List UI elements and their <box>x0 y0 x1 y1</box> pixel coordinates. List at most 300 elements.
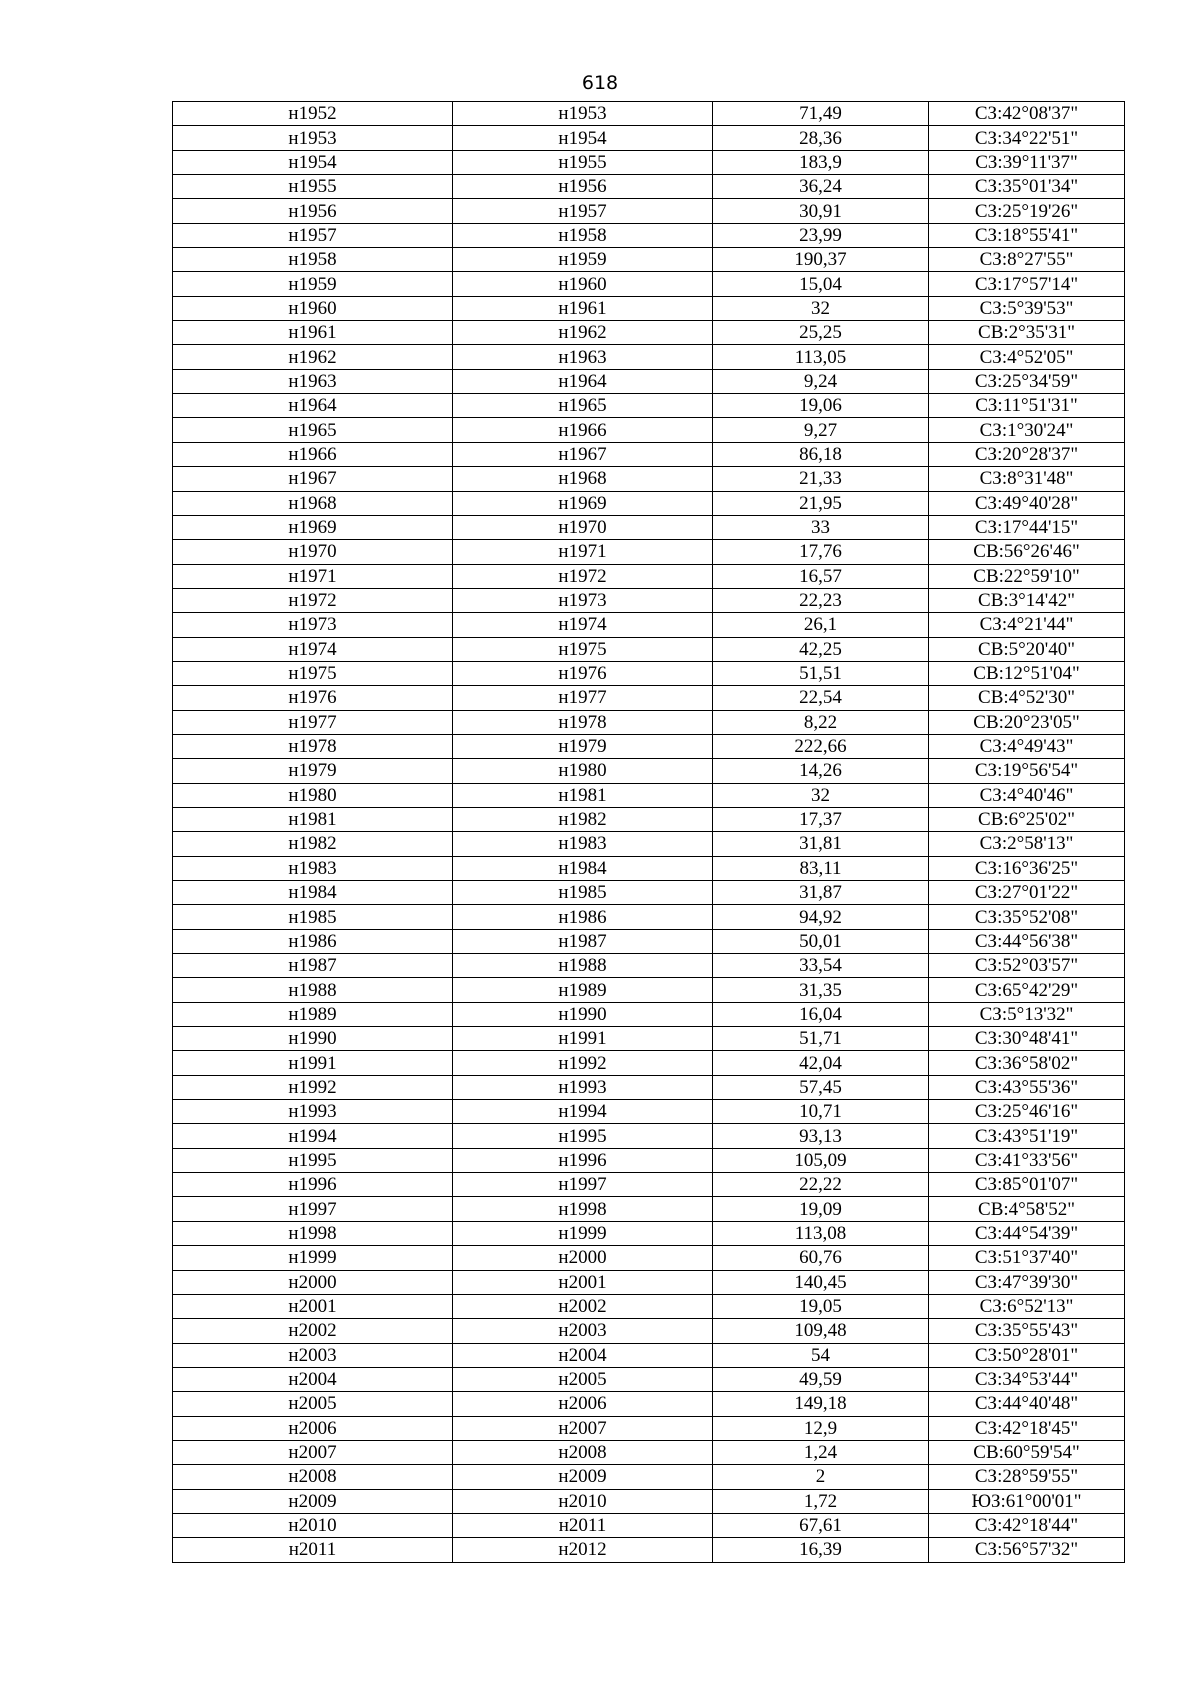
distance-cell: 1,24 <box>713 1440 929 1464</box>
point-from-cell: н2004 <box>173 1367 453 1391</box>
table-row <box>173 1124 1125 1148</box>
bearing-cell: СЗ:30°48'41" <box>929 1027 1125 1051</box>
distance-cell: 31,81 <box>713 832 929 856</box>
table-row <box>173 369 1125 393</box>
distance-cell: 50,01 <box>713 929 929 953</box>
distance-cell: 94,92 <box>713 905 929 929</box>
point-to-cell: н1956 <box>453 175 713 199</box>
point-from-cell: н1977 <box>173 710 453 734</box>
table-row <box>173 1513 1125 1537</box>
point-to-cell: н2009 <box>453 1465 713 1489</box>
point-from-cell: н2003 <box>173 1343 453 1367</box>
table-row <box>173 710 1125 734</box>
table-row <box>173 1294 1125 1318</box>
point-from-cell: н1976 <box>173 686 453 710</box>
point-from-cell: н2000 <box>173 1270 453 1294</box>
table-row <box>173 394 1125 418</box>
table-row <box>173 954 1125 978</box>
bearing-cell: СЗ:25°46'16" <box>929 1100 1125 1124</box>
point-from-cell: н1958 <box>173 248 453 272</box>
distance-cell: 16,39 <box>713 1538 929 1562</box>
point-to-cell: н1993 <box>453 1075 713 1099</box>
point-to-cell: н1961 <box>453 296 713 320</box>
point-from-cell: н1998 <box>173 1221 453 1245</box>
table-row <box>173 1465 1125 1489</box>
distance-cell: 19,05 <box>713 1294 929 1318</box>
distance-cell: 42,04 <box>713 1051 929 1075</box>
point-to-cell: н2006 <box>453 1392 713 1416</box>
table-row <box>173 1075 1125 1099</box>
bearing-cell: СВ:6°25'02" <box>929 807 1125 831</box>
bearing-cell: СЗ:52°03'57" <box>929 954 1125 978</box>
bearing-cell: СЗ:42°08'37" <box>929 102 1125 126</box>
bearing-cell: СЗ:19°56'54" <box>929 759 1125 783</box>
distance-cell: 54 <box>713 1343 929 1367</box>
distance-cell: 31,35 <box>713 978 929 1002</box>
point-from-cell: н1979 <box>173 759 453 783</box>
distance-cell: 12,9 <box>713 1416 929 1440</box>
bearing-cell: СЗ:6°52'13" <box>929 1294 1125 1318</box>
distance-cell: 49,59 <box>713 1367 929 1391</box>
distance-cell: 22,54 <box>713 686 929 710</box>
table-row <box>173 1148 1125 1172</box>
table-row <box>173 248 1125 272</box>
table-row <box>173 929 1125 953</box>
bearing-cell: СЗ:4°49'43" <box>929 734 1125 758</box>
distance-cell: 9,27 <box>713 418 929 442</box>
point-to-cell: н1994 <box>453 1100 713 1124</box>
point-from-cell: н1968 <box>173 491 453 515</box>
table-row <box>173 515 1125 539</box>
point-to-cell: н1965 <box>453 394 713 418</box>
point-to-cell: н2000 <box>453 1246 713 1270</box>
table-row <box>173 759 1125 783</box>
point-from-cell: н2006 <box>173 1416 453 1440</box>
distance-cell: 51,51 <box>713 661 929 685</box>
point-from-cell: н1990 <box>173 1027 453 1051</box>
distance-cell: 25,25 <box>713 321 929 345</box>
table-row <box>173 1367 1125 1391</box>
bearing-cell: СЗ:44°40'48" <box>929 1392 1125 1416</box>
distance-cell: 113,05 <box>713 345 929 369</box>
point-from-cell: н1973 <box>173 613 453 637</box>
distance-cell: 16,57 <box>713 564 929 588</box>
point-from-cell: н1962 <box>173 345 453 369</box>
distance-cell: 10,71 <box>713 1100 929 1124</box>
point-from-cell: н1971 <box>173 564 453 588</box>
table-row <box>173 832 1125 856</box>
distance-cell: 17,76 <box>713 540 929 564</box>
table-row <box>173 467 1125 491</box>
point-to-cell: н1983 <box>453 832 713 856</box>
table-row <box>173 1416 1125 1440</box>
point-from-cell: н1994 <box>173 1124 453 1148</box>
bearing-cell: СЗ:16°36'25" <box>929 856 1125 880</box>
bearing-cell: СЗ:27°01'22" <box>929 881 1125 905</box>
point-from-cell: н1955 <box>173 175 453 199</box>
table-row <box>173 223 1125 247</box>
point-to-cell: н2005 <box>453 1367 713 1391</box>
table-row <box>173 1173 1125 1197</box>
point-to-cell: н1989 <box>453 978 713 1002</box>
point-from-cell: н1970 <box>173 540 453 564</box>
bearing-cell: СЗ:43°55'36" <box>929 1075 1125 1099</box>
point-to-cell: н1977 <box>453 686 713 710</box>
point-to-cell: н1984 <box>453 856 713 880</box>
table-row <box>173 1319 1125 1343</box>
point-to-cell: н1980 <box>453 759 713 783</box>
bearing-cell: СВ:22°59'10" <box>929 564 1125 588</box>
point-from-cell: н2005 <box>173 1392 453 1416</box>
point-from-cell: н1984 <box>173 881 453 905</box>
point-from-cell: н1999 <box>173 1246 453 1270</box>
bearing-cell: СЗ:25°19'26" <box>929 199 1125 223</box>
table-row <box>173 1489 1125 1513</box>
distance-cell: 17,37 <box>713 807 929 831</box>
bearing-cell: СЗ:1°30'24" <box>929 418 1125 442</box>
point-to-cell: н1962 <box>453 321 713 345</box>
table-row <box>173 321 1125 345</box>
point-from-cell: н1980 <box>173 783 453 807</box>
bearing-cell: СВ:12°51'04" <box>929 661 1125 685</box>
point-to-cell: н1998 <box>453 1197 713 1221</box>
distance-cell: 23,99 <box>713 223 929 247</box>
distance-cell: 15,04 <box>713 272 929 296</box>
point-to-cell: н1985 <box>453 881 713 905</box>
table-row <box>173 102 1125 126</box>
table-row <box>173 1343 1125 1367</box>
table-row <box>173 296 1125 320</box>
point-to-cell: н1968 <box>453 467 713 491</box>
point-to-cell: н2010 <box>453 1489 713 1513</box>
point-from-cell: н1956 <box>173 199 453 223</box>
point-from-cell: н1965 <box>173 418 453 442</box>
point-from-cell: н2008 <box>173 1465 453 1489</box>
bearing-cell: СВ:56°26'46" <box>929 540 1125 564</box>
table-row <box>173 564 1125 588</box>
point-from-cell: н2010 <box>173 1513 453 1537</box>
point-from-cell: н1985 <box>173 905 453 929</box>
bearing-cell: СЗ:44°54'39" <box>929 1221 1125 1245</box>
table-row <box>173 1270 1125 1294</box>
point-to-cell: н1964 <box>453 369 713 393</box>
point-to-cell: н1966 <box>453 418 713 442</box>
table-row <box>173 637 1125 661</box>
table-row <box>173 491 1125 515</box>
point-to-cell: н1987 <box>453 929 713 953</box>
distance-cell: 19,09 <box>713 1197 929 1221</box>
point-to-cell: н1970 <box>453 515 713 539</box>
table-row <box>173 588 1125 612</box>
table-row <box>173 1392 1125 1416</box>
bearing-cell: СЗ:42°18'44" <box>929 1513 1125 1537</box>
point-to-cell: н2001 <box>453 1270 713 1294</box>
bearing-cell: СВ:60°59'54" <box>929 1440 1125 1464</box>
distance-cell: 1,72 <box>713 1489 929 1513</box>
table-row <box>173 442 1125 466</box>
bearing-cell: СЗ:34°22'51" <box>929 126 1125 150</box>
point-to-cell: н1991 <box>453 1027 713 1051</box>
bearing-cell: СЗ:11°51'31" <box>929 394 1125 418</box>
point-to-cell: н1954 <box>453 126 713 150</box>
point-to-cell: н1953 <box>453 102 713 126</box>
point-to-cell: н1960 <box>453 272 713 296</box>
point-to-cell: н2003 <box>453 1319 713 1343</box>
table-row <box>173 978 1125 1002</box>
distance-cell: 71,49 <box>713 102 929 126</box>
bearing-cell: СВ:20°23'05" <box>929 710 1125 734</box>
point-from-cell: н2007 <box>173 1440 453 1464</box>
point-from-cell: н1983 <box>173 856 453 880</box>
table-row <box>173 199 1125 223</box>
distance-cell: 32 <box>713 783 929 807</box>
point-to-cell: н1995 <box>453 1124 713 1148</box>
bearing-cell: СЗ:17°44'15" <box>929 515 1125 539</box>
bearing-cell: СЗ:65°42'29" <box>929 978 1125 1002</box>
point-to-cell: н1972 <box>453 564 713 588</box>
table-row <box>173 881 1125 905</box>
bearing-cell: СЗ:25°34'59" <box>929 369 1125 393</box>
bearing-cell: СЗ:51°37'40" <box>929 1246 1125 1270</box>
distance-cell: 31,87 <box>713 881 929 905</box>
bearing-cell: СЗ:41°33'56" <box>929 1148 1125 1172</box>
point-from-cell: н1957 <box>173 223 453 247</box>
table-row <box>173 1440 1125 1464</box>
point-to-cell: н1967 <box>453 442 713 466</box>
point-to-cell: н1963 <box>453 345 713 369</box>
distance-cell: 28,36 <box>713 126 929 150</box>
point-to-cell: н1957 <box>453 199 713 223</box>
distance-cell: 190,37 <box>713 248 929 272</box>
point-from-cell: н1988 <box>173 978 453 1002</box>
table-row <box>173 1221 1125 1245</box>
table-row <box>173 540 1125 564</box>
bearing-cell: СВ:4°52'30" <box>929 686 1125 710</box>
point-from-cell: н2001 <box>173 1294 453 1318</box>
bearing-cell: СЗ:4°40'46" <box>929 783 1125 807</box>
distance-cell: 83,11 <box>713 856 929 880</box>
bearing-cell: СЗ:35°01'34" <box>929 175 1125 199</box>
distance-cell: 140,45 <box>713 1270 929 1294</box>
distance-cell: 222,66 <box>713 734 929 758</box>
bearing-cell: СВ:3°14'42" <box>929 588 1125 612</box>
point-from-cell: н1997 <box>173 1197 453 1221</box>
point-to-cell: н1986 <box>453 905 713 929</box>
distance-cell: 33,54 <box>713 954 929 978</box>
table-row <box>173 856 1125 880</box>
distance-cell: 149,18 <box>713 1392 929 1416</box>
point-from-cell: н1964 <box>173 394 453 418</box>
bearing-cell: СЗ:36°58'02" <box>929 1051 1125 1075</box>
bearing-cell: СЗ:18°55'41" <box>929 223 1125 247</box>
point-from-cell: н1982 <box>173 832 453 856</box>
point-to-cell: н1975 <box>453 637 713 661</box>
distance-cell: 14,26 <box>713 759 929 783</box>
distance-cell: 21,95 <box>713 491 929 515</box>
point-to-cell: н2004 <box>453 1343 713 1367</box>
distance-cell: 8,22 <box>713 710 929 734</box>
table-row <box>173 1002 1125 1026</box>
bearing-cell: СЗ:35°52'08" <box>929 905 1125 929</box>
point-to-cell: н1976 <box>453 661 713 685</box>
distance-cell: 32 <box>713 296 929 320</box>
point-from-cell: н1953 <box>173 126 453 150</box>
point-from-cell: н1972 <box>173 588 453 612</box>
point-from-cell: н1959 <box>173 272 453 296</box>
table-row <box>173 734 1125 758</box>
distance-cell: 109,48 <box>713 1319 929 1343</box>
distance-cell: 57,45 <box>713 1075 929 1099</box>
point-to-cell: н2007 <box>453 1416 713 1440</box>
distance-cell: 22,22 <box>713 1173 929 1197</box>
bearing-cell: СЗ:50°28'01" <box>929 1343 1125 1367</box>
point-to-cell: н2002 <box>453 1294 713 1318</box>
bearing-cell: СЗ:39°11'37" <box>929 150 1125 174</box>
point-to-cell: н1997 <box>453 1173 713 1197</box>
bearing-cell: СЗ:56°57'32" <box>929 1538 1125 1562</box>
bearing-cell: СЗ:85°01'07" <box>929 1173 1125 1197</box>
table-row <box>173 418 1125 442</box>
table-row <box>173 686 1125 710</box>
distance-cell: 21,33 <box>713 467 929 491</box>
distance-cell: 26,1 <box>713 613 929 637</box>
point-to-cell: н1959 <box>453 248 713 272</box>
distance-cell: 19,06 <box>713 394 929 418</box>
distance-cell: 22,23 <box>713 588 929 612</box>
table-row <box>173 1027 1125 1051</box>
distance-cell: 183,9 <box>713 150 929 174</box>
distance-cell: 30,91 <box>713 199 929 223</box>
point-from-cell: н1987 <box>173 954 453 978</box>
page-number: 618 <box>581 72 619 94</box>
table-row <box>173 1197 1125 1221</box>
bearing-cell: СЗ:8°31'48" <box>929 467 1125 491</box>
bearing-cell: ЮЗ:61°00'01" <box>929 1489 1125 1513</box>
distance-cell: 36,24 <box>713 175 929 199</box>
point-to-cell: н1992 <box>453 1051 713 1075</box>
point-from-cell: н1975 <box>173 661 453 685</box>
point-from-cell: н2002 <box>173 1319 453 1343</box>
bearing-cell: СВ:5°20'40" <box>929 637 1125 661</box>
point-from-cell: н1992 <box>173 1075 453 1099</box>
table-row <box>173 150 1125 174</box>
bearing-cell: СЗ:43°51'19" <box>929 1124 1125 1148</box>
bearing-cell: СЗ:4°52'05" <box>929 345 1125 369</box>
bearing-cell: СЗ:42°18'45" <box>929 1416 1125 1440</box>
table-row <box>173 345 1125 369</box>
boundary-table <box>172 101 1125 1563</box>
bearing-cell: СЗ:17°57'14" <box>929 272 1125 296</box>
distance-cell: 60,76 <box>713 1246 929 1270</box>
table-row <box>173 126 1125 150</box>
bearing-cell: СЗ:5°39'53" <box>929 296 1125 320</box>
point-to-cell: н2011 <box>453 1513 713 1537</box>
point-from-cell: н1967 <box>173 467 453 491</box>
bearing-cell: СЗ:4°21'44" <box>929 613 1125 637</box>
point-to-cell: н1981 <box>453 783 713 807</box>
point-to-cell: н1988 <box>453 954 713 978</box>
point-to-cell: н1978 <box>453 710 713 734</box>
bearing-cell: СЗ:8°27'55" <box>929 248 1125 272</box>
point-from-cell: н1969 <box>173 515 453 539</box>
distance-cell: 86,18 <box>713 442 929 466</box>
distance-cell: 2 <box>713 1465 929 1489</box>
point-from-cell: н1952 <box>173 102 453 126</box>
point-to-cell: н1979 <box>453 734 713 758</box>
point-to-cell: н1996 <box>453 1148 713 1172</box>
bearing-cell: СЗ:20°28'37" <box>929 442 1125 466</box>
table-row <box>173 1100 1125 1124</box>
distance-cell: 33 <box>713 515 929 539</box>
point-to-cell: н2012 <box>453 1538 713 1562</box>
bearing-cell: СЗ:47°39'30" <box>929 1270 1125 1294</box>
bearing-cell: СЗ:44°56'38" <box>929 929 1125 953</box>
table-row <box>173 783 1125 807</box>
point-to-cell: н1969 <box>453 491 713 515</box>
point-to-cell: н1955 <box>453 150 713 174</box>
bearing-cell: СВ:2°35'31" <box>929 321 1125 345</box>
point-to-cell: н1990 <box>453 1002 713 1026</box>
point-from-cell: н2011 <box>173 1538 453 1562</box>
table-row <box>173 175 1125 199</box>
point-from-cell: н1989 <box>173 1002 453 1026</box>
point-to-cell: н1974 <box>453 613 713 637</box>
point-from-cell: н1961 <box>173 321 453 345</box>
point-from-cell: н1978 <box>173 734 453 758</box>
point-from-cell: н1960 <box>173 296 453 320</box>
point-from-cell: н2009 <box>173 1489 453 1513</box>
point-to-cell: н1999 <box>453 1221 713 1245</box>
point-from-cell: н1954 <box>173 150 453 174</box>
point-from-cell: н1995 <box>173 1148 453 1172</box>
distance-cell: 51,71 <box>713 1027 929 1051</box>
table-row <box>173 661 1125 685</box>
table-row <box>173 613 1125 637</box>
distance-cell: 67,61 <box>713 1513 929 1537</box>
distance-cell: 113,08 <box>713 1221 929 1245</box>
point-to-cell: н1982 <box>453 807 713 831</box>
point-from-cell: н1991 <box>173 1051 453 1075</box>
bearing-cell: СЗ:49°40'28" <box>929 491 1125 515</box>
table-row <box>173 905 1125 929</box>
bearing-cell: СВ:4°58'52" <box>929 1197 1125 1221</box>
point-from-cell: н1996 <box>173 1173 453 1197</box>
point-from-cell: н1993 <box>173 1100 453 1124</box>
distance-cell: 105,09 <box>713 1148 929 1172</box>
bearing-cell: СЗ:2°58'13" <box>929 832 1125 856</box>
table-row <box>173 1246 1125 1270</box>
table-row <box>173 272 1125 296</box>
point-to-cell: н1973 <box>453 588 713 612</box>
point-from-cell: н1974 <box>173 637 453 661</box>
bearing-cell: СЗ:28°59'55" <box>929 1465 1125 1489</box>
point-from-cell: н1981 <box>173 807 453 831</box>
table-row <box>173 1538 1125 1562</box>
point-to-cell: н1958 <box>453 223 713 247</box>
table-row <box>173 1051 1125 1075</box>
table-row <box>173 807 1125 831</box>
point-from-cell: н1986 <box>173 929 453 953</box>
point-from-cell: н1966 <box>173 442 453 466</box>
boundary-table-body <box>173 102 1125 1563</box>
distance-cell: 9,24 <box>713 369 929 393</box>
distance-cell: 42,25 <box>713 637 929 661</box>
bearing-cell: СЗ:35°55'43" <box>929 1319 1125 1343</box>
point-from-cell: н1963 <box>173 369 453 393</box>
distance-cell: 93,13 <box>713 1124 929 1148</box>
point-to-cell: н1971 <box>453 540 713 564</box>
bearing-cell: СЗ:5°13'32" <box>929 1002 1125 1026</box>
